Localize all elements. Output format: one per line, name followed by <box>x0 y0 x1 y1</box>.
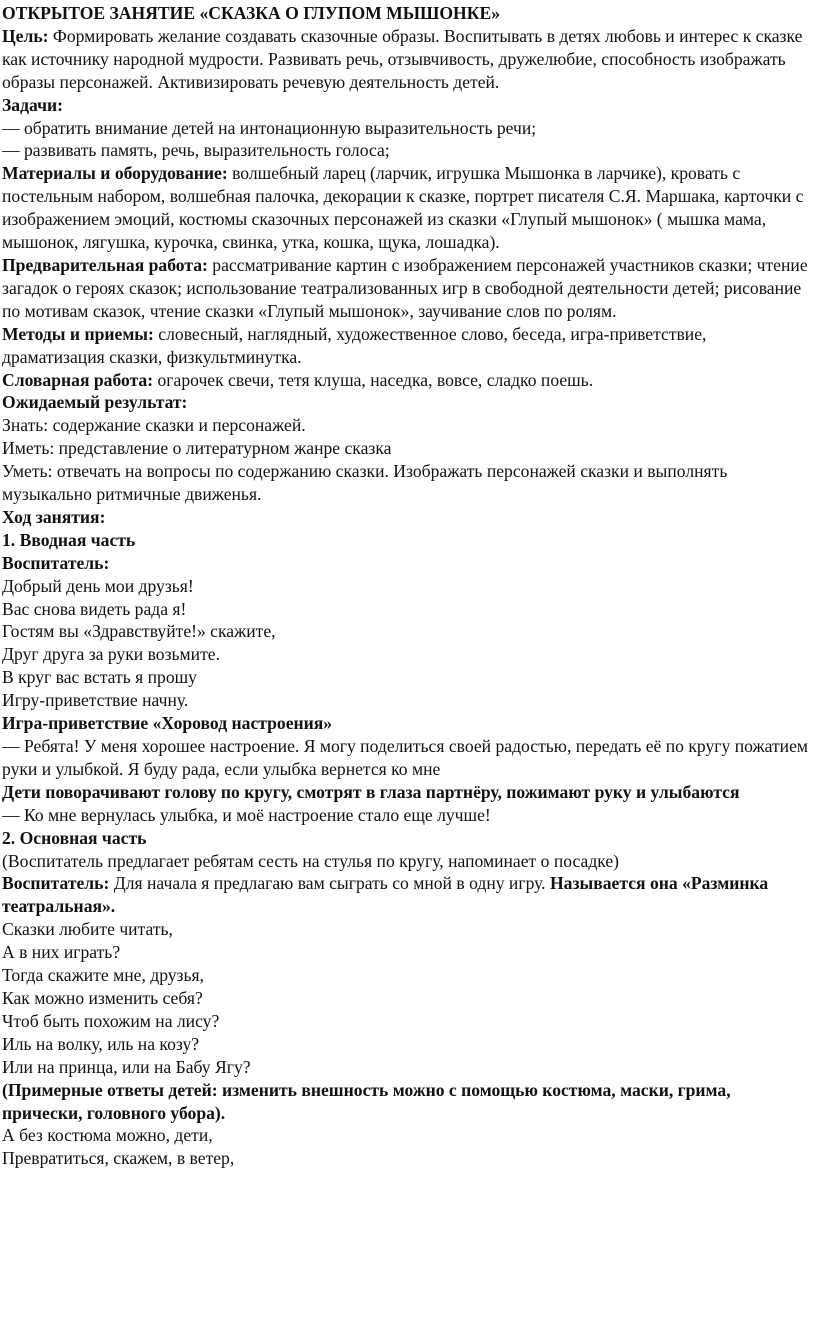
teacher-label: Воспитатель: <box>2 552 110 573</box>
poem-line: Игру-приветствие начну. <box>2 690 189 711</box>
game-title: Игра-приветствие «Хоровод настроения» <box>2 713 333 734</box>
materials-paragraph <box>2 162 812 254</box>
poem2-line: Или на принца, или на Бабу Ягу? <box>2 1056 251 1077</box>
methods-label: Методы и приемы: <box>2 323 154 344</box>
teacher2-label: Воспитатель: <box>2 873 110 894</box>
methods-text: словесный, наглядный, художественное слово, беседа, игра-приветствие, драматизация сказки, физкультминутка. <box>2 323 707 367</box>
poem3-line: А без костюма можно, дети, <box>2 1125 213 1146</box>
children-action: Дети поворачивают голову по кругу, смотрят в глаза партнёру, пожимают руку и улыбаются <box>2 781 740 802</box>
children-answers: (Примерные ответы детей: изменить внешность можно с помощью костюма, маски, грима, прически, головного убора). <box>2 1079 731 1123</box>
vocabulary-label: Словарная работа: <box>2 369 154 390</box>
task-item: — обратить внимание детей на интонационную выразительность речи; <box>2 117 537 138</box>
poem2-line: Как можно изменить себя? <box>2 987 203 1008</box>
expected-line: Уметь: отвечать на вопросы по содержанию сказки. Изображать персонажей сказки и выполнять музыкально ритмичные движенья. <box>2 461 728 505</box>
methods-paragraph <box>2 323 812 369</box>
poem2-line: Чтоб быть похожим на лису? <box>2 1010 220 1031</box>
poem-line: В круг вас встать я прошу <box>2 667 197 688</box>
goal-label: Цель: <box>2 25 49 46</box>
teacher2-paragraph <box>2 872 812 918</box>
materials-label: Материалы и оборудование: <box>2 163 228 184</box>
poem2-line: А в них играть? <box>2 942 121 963</box>
tasks-label: Задачи: <box>2 94 63 115</box>
game-text: — Ребята! У меня хорошее настроение. Я могу поделиться своей радостью, передать её по кругу пожатием руки и улыбкой. Я буду рада, если улыбка вернется ко мне <box>2 736 809 779</box>
preliminary-label: Предварительная работа: <box>2 254 208 275</box>
goal-paragraph <box>2 25 812 94</box>
teacher2-text: Для начала я предлагаю вам сыграть со мной в одну игру. <box>109 873 550 894</box>
poem-line: Добрый день мои друзья! <box>2 575 194 596</box>
materials-text: волшебный ларец (ларчик, игрушка Мышонка в ларчике), кровать с постельным набором, волшебная палочка, декорации к сказке, портрет писателя С.Я. Маршака, карточки с изображением эмоций, костюмы сказочных персонажей из сказки «Глупый мышонок» ( мышка мама, мышонок, лягушка, курочка, свинка, утка, кошка, щука, лошадка). <box>2 163 804 253</box>
expected-label: Ожидаемый результат: <box>2 392 188 413</box>
poem-line: Друг друга за руки возьмите. <box>2 644 220 665</box>
teacher2-bold: Называется она «Разминка театральная». <box>2 873 769 917</box>
document-title: ОТКРЫТОЕ ЗАНЯТИЕ «СКАЗКА О ГЛУПОМ МЫШОНКЕ» <box>2 3 501 23</box>
expected-line: Иметь: представление о литературном жанре сказка <box>2 438 392 459</box>
preliminary-text: рассматривание картин с изображением персонажей участников сказки; чтение загадок о героях сказок; использование театрализованных игр в свободной деятельности детей; рисование по мотивам сказок, чтение сказки «Глупый мышонок», заучивание слов по ролям. <box>2 254 808 321</box>
poem2-line: Тогда скажите мне, друзья, <box>2 965 205 986</box>
poem-line: Вас снова видеть рада я! <box>2 598 187 619</box>
preliminary-paragraph <box>2 254 812 323</box>
goal-text: Формировать желание создавать сказочные образы. Воспитывать в детях любовь и интерес к сказке как источнику народной мудрости. Развивать речь, отзывчивость, дружелюбие, способность изображать образы персонажей. Активизировать речевую деятельность детей. <box>2 25 803 92</box>
poem-line: Гостям вы «Здравствуйте!» скажите, <box>2 621 276 642</box>
poem2-line: Иль на волку, иль на козу? <box>2 1033 200 1054</box>
part2-heading: 2. Основная часть <box>2 827 147 848</box>
poem3-line: Превратиться, скажем, в ветер, <box>2 1148 235 1169</box>
course-label: Ход занятия: <box>2 506 106 527</box>
poem2-line: Сказки любите читать, <box>2 919 173 940</box>
part2-note: (Воспитатель предлагает ребятам сесть на стулья по кругу, напоминает о посадке) <box>2 850 620 871</box>
vocabulary-paragraph <box>2 369 812 392</box>
task-item: — развивать память, речь, выразительность голоса; <box>2 140 390 161</box>
part1-heading: 1. Вводная часть <box>2 529 136 550</box>
expected-line: Знать: содержание сказки и персонажей. <box>2 415 306 436</box>
smile-back-text: — Ко мне вернулась улыбка, и моё настроение стало еще лучше! <box>2 804 491 825</box>
vocabulary-text: огарочек свечи, тетя клуша, наседка, вовсе, сладко поешь. <box>153 369 594 390</box>
